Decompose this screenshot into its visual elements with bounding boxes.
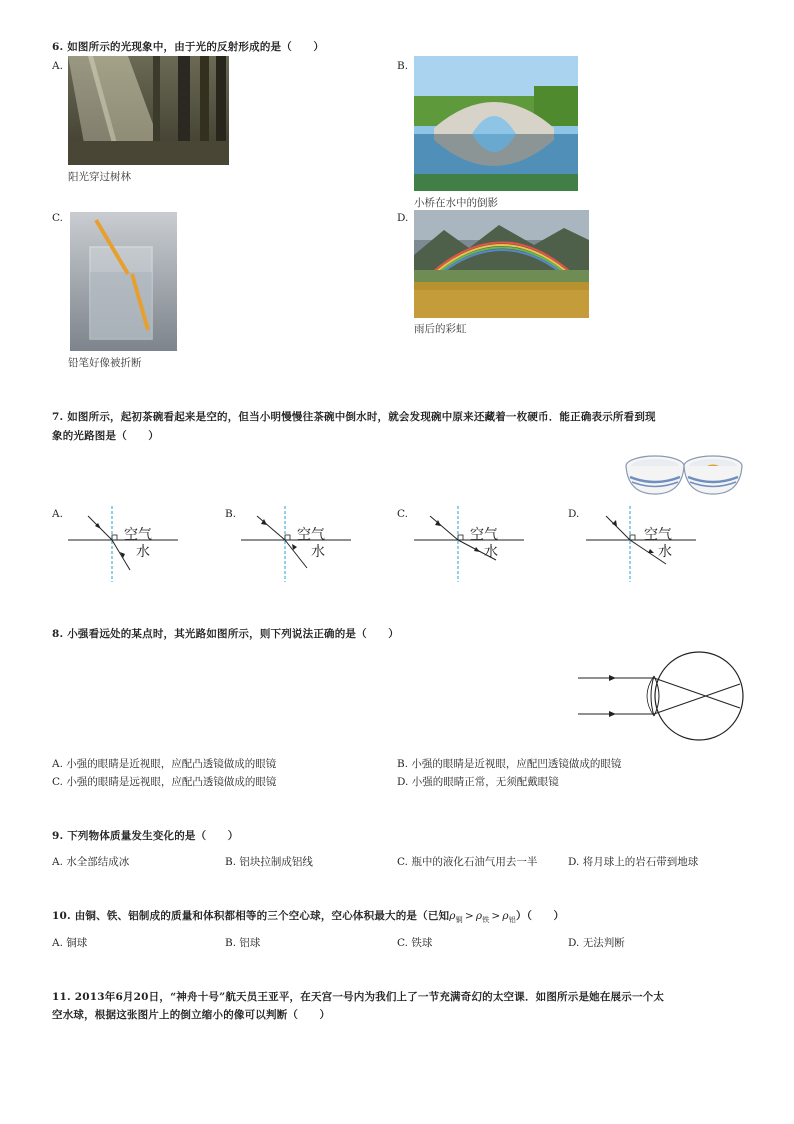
q10-option-c[interactable]: C. 铁球: [397, 937, 433, 949]
q7-diagram-a-air-label: 空气: [124, 527, 152, 543]
q6-option-d-caption: 雨后的彩虹: [414, 323, 467, 335]
q7-diagram-a-letter[interactable]: A.: [52, 508, 63, 520]
q9-stem: 9. 下列物体质量发生变化的是（ ）: [52, 830, 239, 842]
q7-diagram-d-water-label: 水: [658, 544, 672, 560]
q7-diagram-a-water-label: 水: [136, 544, 150, 560]
q7-diagram-c: [414, 506, 534, 586]
rho-sub-iron: 铁: [482, 916, 490, 925]
q8-option-a[interactable]: A. 小强的眼睛是近视眼，应配凸透镜做成的眼镜: [52, 758, 277, 770]
q9-option-d[interactable]: D. 将月球上的岩石带到地球: [568, 856, 699, 868]
q7-diagram-b: [241, 506, 361, 586]
q11-stem-line2: 空水球，根据这张图片上的倒立缩小的像可以判断（ ）: [52, 1009, 331, 1021]
forest-sunlight-photo: [68, 56, 229, 165]
q7-diagram-b-letter[interactable]: B.: [225, 508, 237, 520]
rho-symbol: ρ: [502, 910, 509, 922]
q10-option-a[interactable]: A. 铜球: [52, 937, 88, 949]
q6-option-c-caption: 铅笔好像被折断: [68, 357, 142, 369]
rho-sub-copper: 铜: [455, 916, 463, 925]
q6-option-b-caption: 小桥在水中的倒影: [414, 197, 498, 209]
pencil-in-glass-photo: [70, 212, 177, 351]
q6-option-d-letter[interactable]: D.: [397, 212, 409, 224]
q9-option-b[interactable]: B. 铝块拉制成铝线: [225, 856, 313, 868]
q10-option-d[interactable]: D. 无法判断: [568, 937, 625, 949]
q6-stem: 6. 如图所示的光现象中，由于光的反射形成的是（ ）: [52, 41, 325, 53]
q7-diagram-c-water-label: 水: [484, 544, 498, 560]
rho-symbol: ρ: [449, 910, 456, 922]
q8-stem: 8. 小强看远处的某点时，其光路如图所示，则下列说法正确的是（ ）: [52, 628, 399, 640]
q6-option-a-letter[interactable]: A.: [52, 60, 63, 72]
q6-option-a-caption: 阳光穿过树林: [68, 171, 131, 183]
greater-than-1: >: [464, 910, 474, 922]
q10-stem: [52, 908, 564, 925]
q10-stem-pre: 10. 由铜、铁、铝制成的质量和体积都相等的三个空心球，空心体积最大的是（已知: [52, 910, 450, 922]
eye-diagram: [578, 650, 748, 746]
q7-diagram-c-letter[interactable]: C.: [397, 508, 408, 520]
q7-diagram-d-letter[interactable]: D.: [568, 508, 580, 520]
q7-diagram-d-air-label: 空气: [644, 527, 672, 543]
bridge-reflection-photo: [414, 56, 578, 191]
tea-bowls-illustration: [624, 452, 744, 504]
q7-diagram-b-water-label: 水: [311, 544, 325, 560]
q10-option-b[interactable]: B. 铝球: [225, 937, 261, 949]
q6-option-c-letter[interactable]: C.: [52, 212, 63, 224]
q8-option-d[interactable]: D. 小强的眼睛正常，无须配戴眼镜: [397, 776, 559, 788]
q8-option-b[interactable]: B. 小强的眼睛是近视眼，应配凹透镜做成的眼镜: [397, 758, 622, 770]
q7-diagram-d: [586, 506, 706, 586]
q7-diagram-a: [68, 506, 188, 586]
q10-stem-post: ）（ ）: [515, 910, 565, 922]
rainbow-photo: [414, 210, 589, 318]
rho-sub-aluminum: 铝: [508, 916, 516, 925]
q9-option-a[interactable]: A. 水全部结成冰: [52, 856, 130, 868]
q11-stem-line1: 11. 2013年6月20日，“神舟十号”航天员王亚平，在天宫一号内为我们上了一节充满奇幻的太空课．如图所示是她在展示一个太: [52, 991, 665, 1003]
q7-diagram-b-air-label: 空气: [297, 527, 325, 543]
q9-option-c[interactable]: C. 瓶中的液化石油气用去一半: [397, 856, 538, 868]
q8-option-c[interactable]: C. 小强的眼睛是远视眼，应配凸透镜做成的眼镜: [52, 776, 277, 788]
q7-stem-line2: 象的光路图是（ ）: [52, 430, 159, 442]
q6-option-b-letter[interactable]: B.: [397, 60, 409, 72]
q7-stem-line1: 7. 如图所示，起初茶碗看起来是空的，但当小明慢慢往茶碗中倒水时，就会发现碗中原来还藏着一枚硬币．能正确表示所看到现: [52, 411, 656, 423]
q7-diagram-c-air-label: 空气: [470, 527, 498, 543]
rho-symbol: ρ: [475, 910, 483, 922]
greater-than-2: >: [491, 910, 501, 922]
